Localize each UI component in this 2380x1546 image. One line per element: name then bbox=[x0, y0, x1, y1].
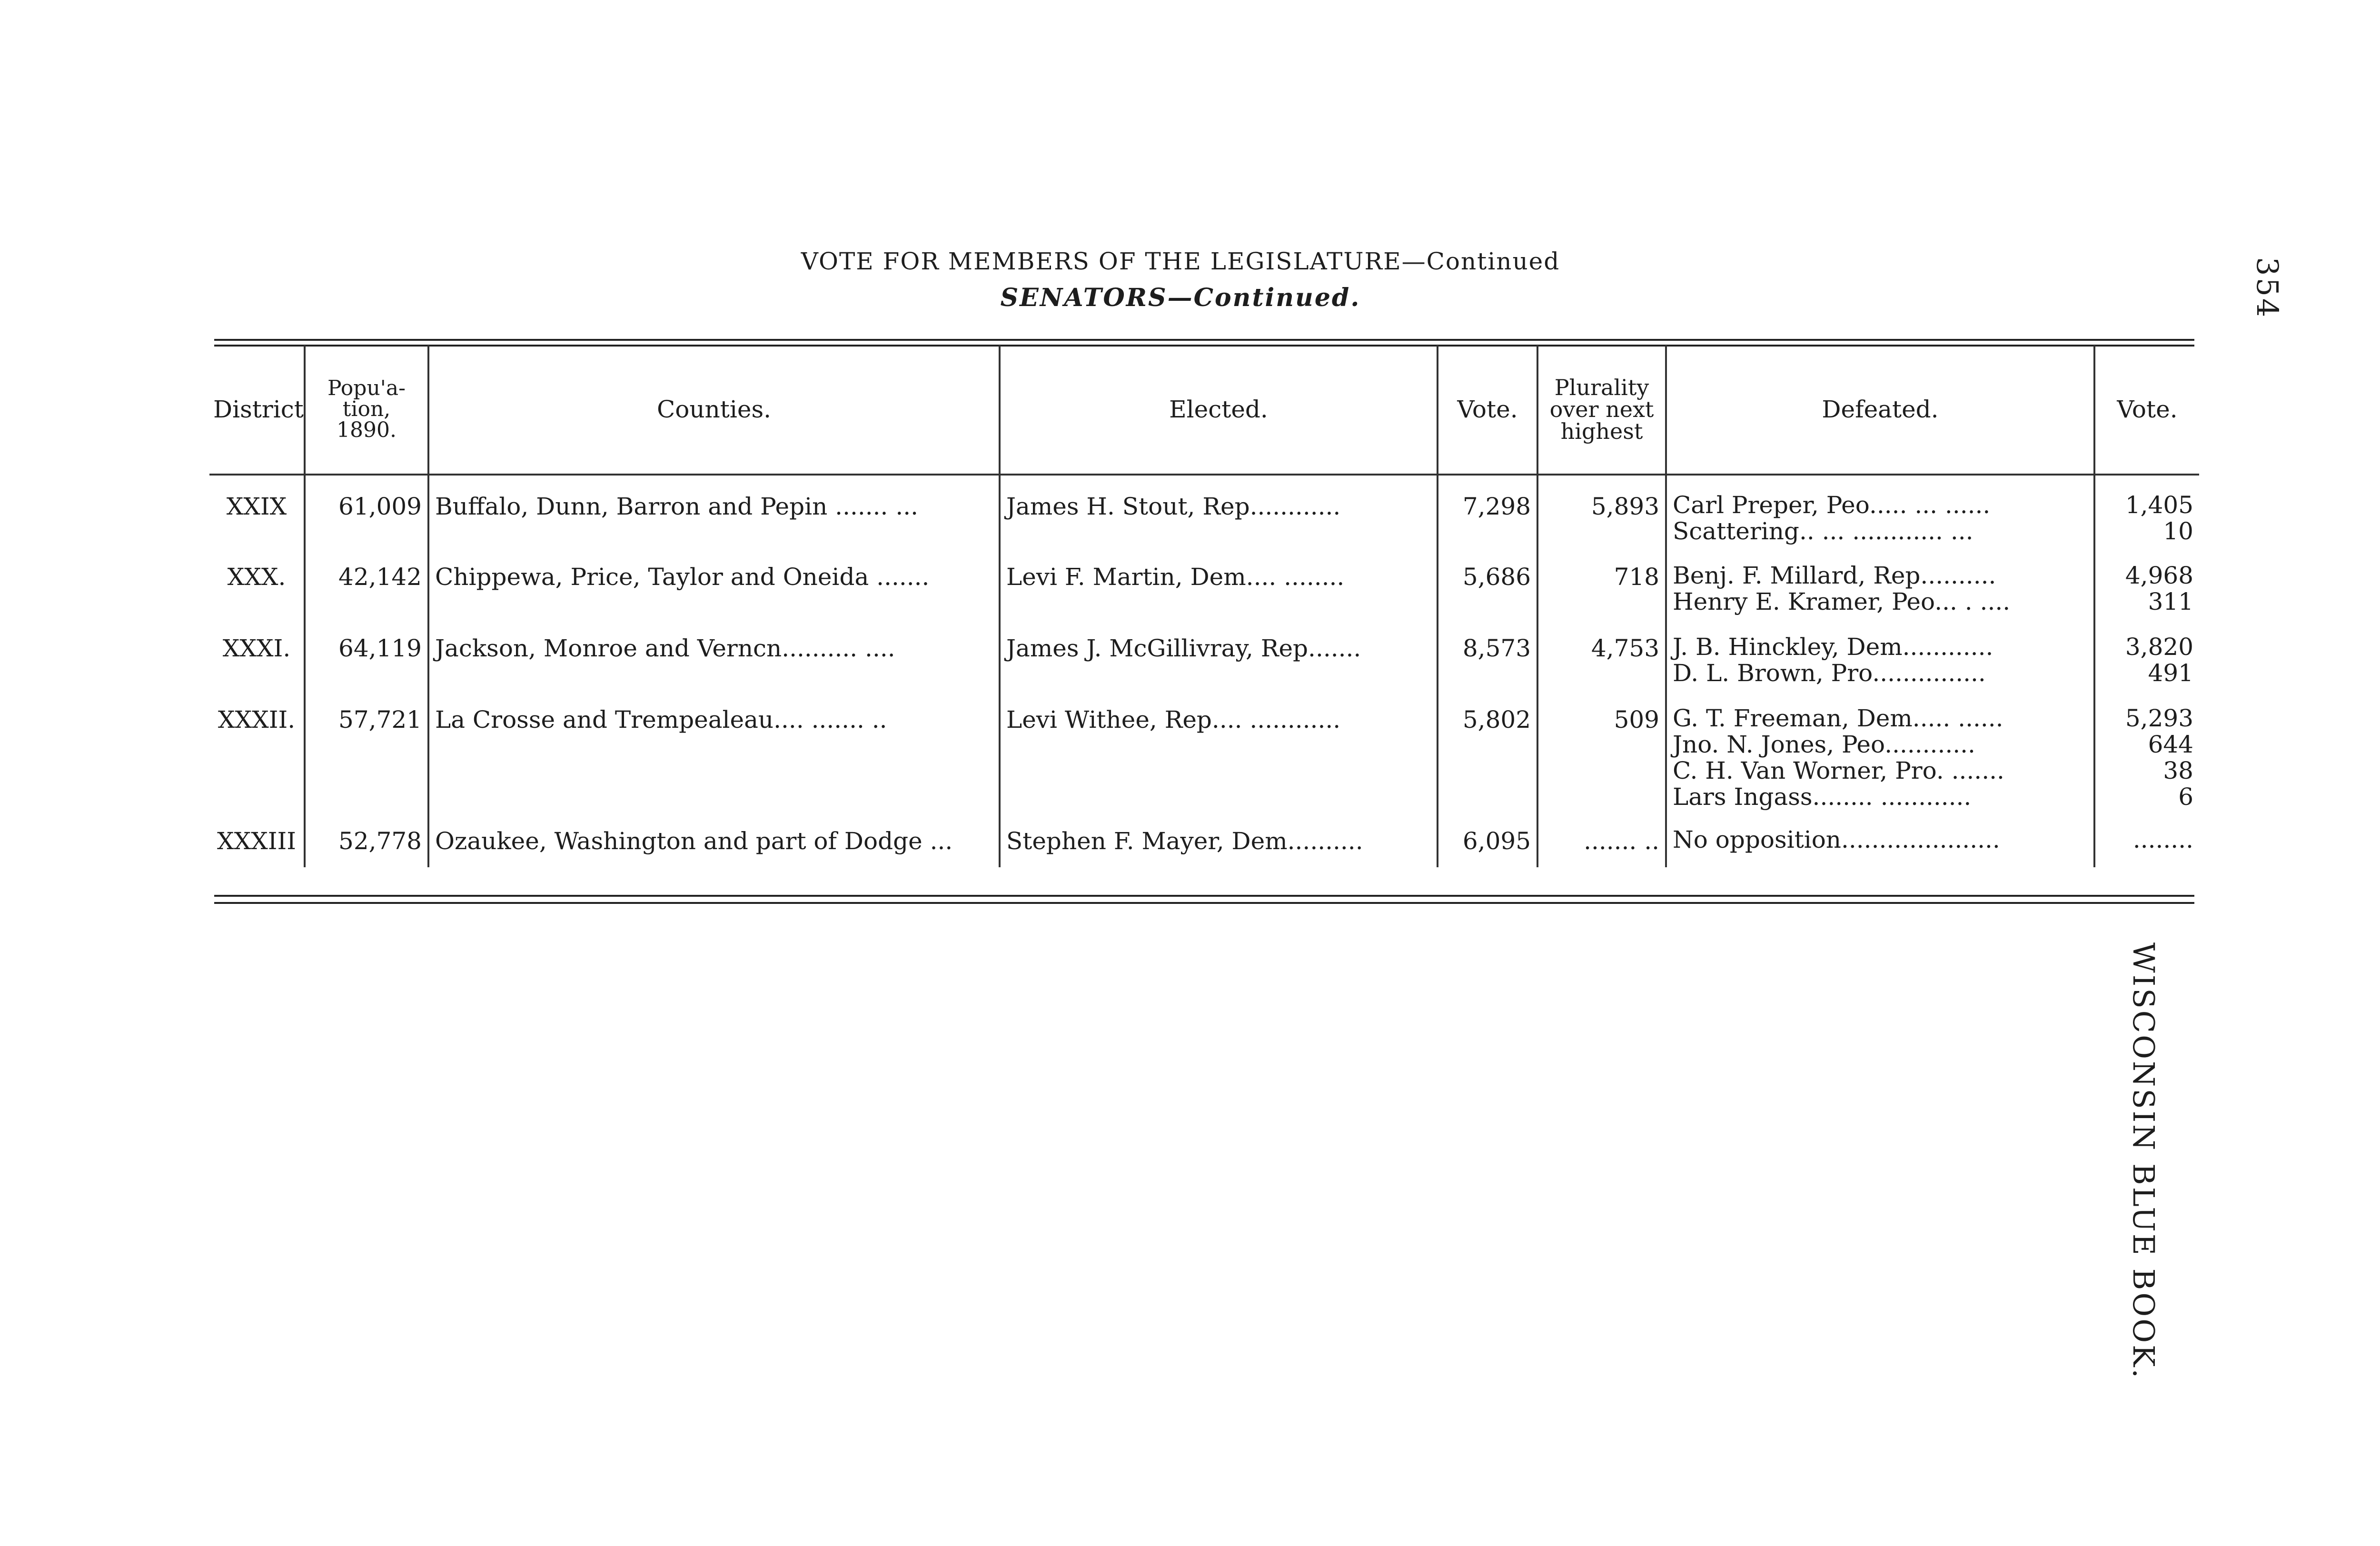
vote-cell: 5,686 bbox=[1438, 546, 1537, 617]
counties-cell: Jackson, Monroe and Verncn.......... .... bbox=[428, 617, 1000, 689]
defeated-candidate: Lars Ingass........ ............ bbox=[1673, 783, 1972, 811]
defeated-cell bbox=[1666, 475, 2094, 546]
bottom-rule-2 bbox=[214, 902, 2194, 904]
elected-cell: James H. Stout, Rep............ bbox=[1000, 475, 1438, 546]
population-cell: 64,119 bbox=[305, 617, 428, 689]
plurality-cell: 5,893 bbox=[1537, 475, 1666, 546]
defeated-vote: ........ bbox=[2132, 826, 2193, 853]
defeated-candidate: Jno. N. Jones, Peo............ bbox=[1673, 731, 1975, 758]
district-cell: XXX. bbox=[209, 546, 305, 617]
defeated-candidate: Scattering.. ... ............ ... bbox=[1673, 517, 1973, 545]
header-defeated: Defeated. bbox=[1666, 345, 2094, 475]
defeated-vote-cell bbox=[2094, 546, 2199, 617]
district-cell: XXIX bbox=[209, 475, 305, 546]
counties-cell: Buffalo, Dunn, Barron and Pepin ....... ... bbox=[428, 475, 1000, 546]
defeated-cell bbox=[1666, 810, 2094, 867]
elected-cell: Levi F. Martin, Dem.... ........ bbox=[1000, 546, 1438, 617]
defeated-vote-cell bbox=[2094, 689, 2199, 810]
vote-cell: 5,802 bbox=[1438, 689, 1537, 810]
defeated-vote: 491 bbox=[2148, 659, 2193, 687]
top-rule-1 bbox=[214, 339, 2194, 341]
defeated-vote-cell bbox=[2094, 810, 2199, 867]
header-counties: Counties. bbox=[428, 345, 1000, 475]
plurality-cell: 509 bbox=[1537, 689, 1666, 810]
header-population: Popu'a- tion, 1890. bbox=[305, 345, 428, 475]
header-defeated-vote: Vote. bbox=[2094, 345, 2199, 475]
defeated-candidate: D. L. Brown, Pro............... bbox=[1673, 659, 1986, 687]
plurality-cell: 718 bbox=[1537, 546, 1666, 617]
population-cell: 61,009 bbox=[305, 475, 428, 546]
counties-cell: Ozaukee, Washington and part of Dodge ... bbox=[428, 810, 1000, 867]
district-cell: XXXII. bbox=[209, 689, 305, 810]
defeated-candidate: J. B. Hinckley, Dem............ bbox=[1673, 633, 1993, 661]
side-title: WISCONSIN BLUE BOOK. bbox=[2126, 942, 2161, 1380]
defeated-vote: 3,820 bbox=[2125, 633, 2193, 661]
population-cell: 42,142 bbox=[305, 546, 428, 617]
defeated-vote-cell bbox=[2094, 475, 2199, 546]
senators-table bbox=[209, 345, 2199, 867]
defeated-vote: 38 bbox=[2163, 757, 2193, 784]
header-plurality: Plurality over next highest bbox=[1537, 345, 1666, 475]
counties-cell: La Crosse and Trempealeau.... ....... .. bbox=[428, 689, 1000, 810]
defeated-candidate: Carl Preper, Peo..... ... ...... bbox=[1673, 491, 1991, 519]
section-title: SENATORS—Continued. bbox=[1000, 283, 1361, 312]
bottom-rule-1 bbox=[214, 895, 2194, 897]
table-row bbox=[209, 617, 2199, 689]
defeated-candidate: G. T. Freeman, Dem..... ...... bbox=[1673, 704, 2003, 732]
table-row bbox=[209, 810, 2199, 867]
table-row bbox=[209, 475, 2199, 546]
defeated-candidate: C. H. Van Worner, Pro. ....... bbox=[1673, 757, 2004, 784]
defeated-vote: 644 bbox=[2148, 731, 2193, 758]
elected-cell: James J. McGillivray, Rep....... bbox=[1000, 617, 1438, 689]
defeated-vote: 6 bbox=[2178, 783, 2193, 811]
page-number: 354 bbox=[2250, 257, 2285, 319]
population-cell: 57,721 bbox=[305, 689, 428, 810]
defeated-cell bbox=[1666, 689, 2094, 810]
vote-cell: 7,298 bbox=[1438, 475, 1537, 546]
header-elected: Elected. bbox=[1000, 345, 1438, 475]
elected-cell: Levi Withee, Rep.... ............ bbox=[1000, 689, 1438, 810]
vote-cell: 8,573 bbox=[1438, 617, 1537, 689]
plurality-cell: ....... .. bbox=[1537, 810, 1666, 867]
district-cell: XXXI. bbox=[209, 617, 305, 689]
defeated-vote: 5,293 bbox=[2125, 704, 2193, 732]
defeated-vote: 1,405 bbox=[2125, 491, 2193, 519]
header-district: District bbox=[209, 345, 305, 475]
counties-cell: Chippewa, Price, Taylor and Oneida ....... bbox=[428, 546, 1000, 617]
defeated-candidate: No opposition..................... bbox=[1673, 826, 2000, 853]
population-cell: 52,778 bbox=[305, 810, 428, 867]
vote-cell: 6,095 bbox=[1438, 810, 1537, 867]
district-cell: XXXIII bbox=[209, 810, 305, 867]
header-row bbox=[209, 345, 2199, 475]
defeated-candidate: Benj. F. Millard, Rep.......... bbox=[1673, 562, 1996, 589]
elected-cell: Stephen F. Mayer, Dem.......... bbox=[1000, 810, 1438, 867]
table-row bbox=[209, 546, 2199, 617]
defeated-vote-cell bbox=[2094, 617, 2199, 689]
plurality-cell: 4,753 bbox=[1537, 617, 1666, 689]
defeated-vote: 4,968 bbox=[2125, 562, 2193, 589]
defeated-candidate: Henry E. Kramer, Peo... . .... bbox=[1673, 588, 2011, 615]
defeated-cell bbox=[1666, 546, 2094, 617]
page-title: VOTE FOR MEMBERS OF THE LEGISLATURE—Continued bbox=[801, 248, 1560, 275]
defeated-vote: 311 bbox=[2148, 588, 2193, 615]
header-vote: Vote. bbox=[1438, 345, 1537, 475]
defeated-cell bbox=[1666, 617, 2094, 689]
table-row bbox=[209, 689, 2199, 810]
defeated-vote: 10 bbox=[2163, 517, 2193, 545]
